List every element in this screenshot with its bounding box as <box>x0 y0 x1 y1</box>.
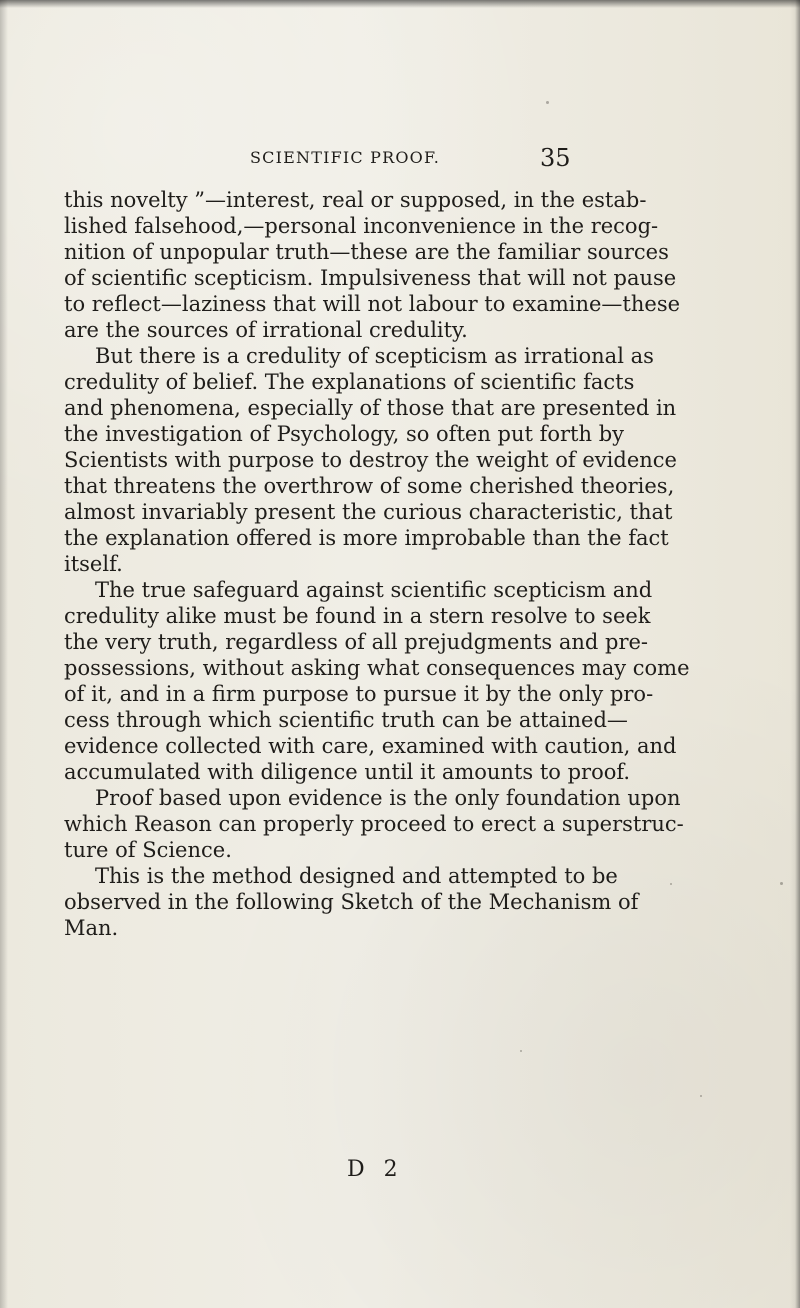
text-line: lished falsehood,—personal inconvenience in the recog- <box>64 214 659 238</box>
text-line: which Reason can properly proceed to erect a superstruc- <box>64 812 684 836</box>
text-line: accumulated with diligence until it amounts to proof. <box>64 760 631 784</box>
text-line: credulity of belief. The explanations of scientific facts <box>64 370 635 394</box>
text-line: of it, and in a firm purpose to pursue it by the only pro- <box>64 682 654 706</box>
text-line: Proof based upon evidence is the only foundation upon <box>95 786 681 810</box>
page-number: 35 <box>540 144 571 172</box>
paper-speck <box>700 1095 702 1097</box>
text-line: and phenomena, especially of those that are presented in <box>64 396 677 420</box>
text-line: ture of Science. <box>64 838 232 862</box>
text-line: the investigation of Psychology, so often put forth by <box>64 422 625 446</box>
text-line: observed in the following Sketch of the Mechanism of <box>64 890 639 914</box>
top-page-shadow <box>0 0 800 8</box>
text-line: But there is a credulity of scepticism as irrational as <box>95 344 654 368</box>
text-line: the very truth, regardless of all prejudgments and pre- <box>64 630 649 654</box>
right-page-edge <box>790 0 800 1308</box>
text-line: credulity alike must be found in a stern resolve to seek <box>64 604 651 628</box>
text-line: possessions, without asking what consequences may come <box>64 656 690 680</box>
text-line: Man. <box>64 916 119 940</box>
paper-speck <box>520 1050 522 1052</box>
text-line: almost invariably present the curious characteristic, that <box>64 500 673 524</box>
running-head: SCIENTIFIC PROOF. <box>250 148 441 167</box>
text-line: the explanation offered is more improbable than the fact <box>64 526 669 550</box>
paper-speck <box>546 101 549 104</box>
text-line: itself. <box>64 552 123 576</box>
text-line: Scientists with purpose to destroy the weight of evidence <box>64 448 677 472</box>
text-line: to reflect—laziness that will not labour to examine—these <box>64 292 681 316</box>
text-line: are the sources of irrational credulity. <box>64 318 468 342</box>
signature-mark: D 2 <box>347 1157 404 1182</box>
text-line: of scientific scepticism. Impulsiveness that will not pause <box>64 266 677 290</box>
left-page-edge <box>0 0 8 1308</box>
text-line: The true safeguard against scientific scepticism and <box>95 578 653 602</box>
text-line: This is the method designed and attempted to be <box>95 864 618 888</box>
text-line: that threatens the overthrow of some cherished theories, <box>64 474 675 498</box>
text-line: nition of unpopular truth—these are the familiar sources <box>64 240 669 264</box>
text-line: evidence collected with care, examined with caution, and <box>64 734 677 758</box>
paper-speck <box>780 882 783 885</box>
text-line: this novelty ”—interest, real or supposed, in the estab- <box>64 188 647 212</box>
paper-speck <box>670 883 672 885</box>
text-line: cess through which scientific truth can be attained— <box>64 708 628 732</box>
